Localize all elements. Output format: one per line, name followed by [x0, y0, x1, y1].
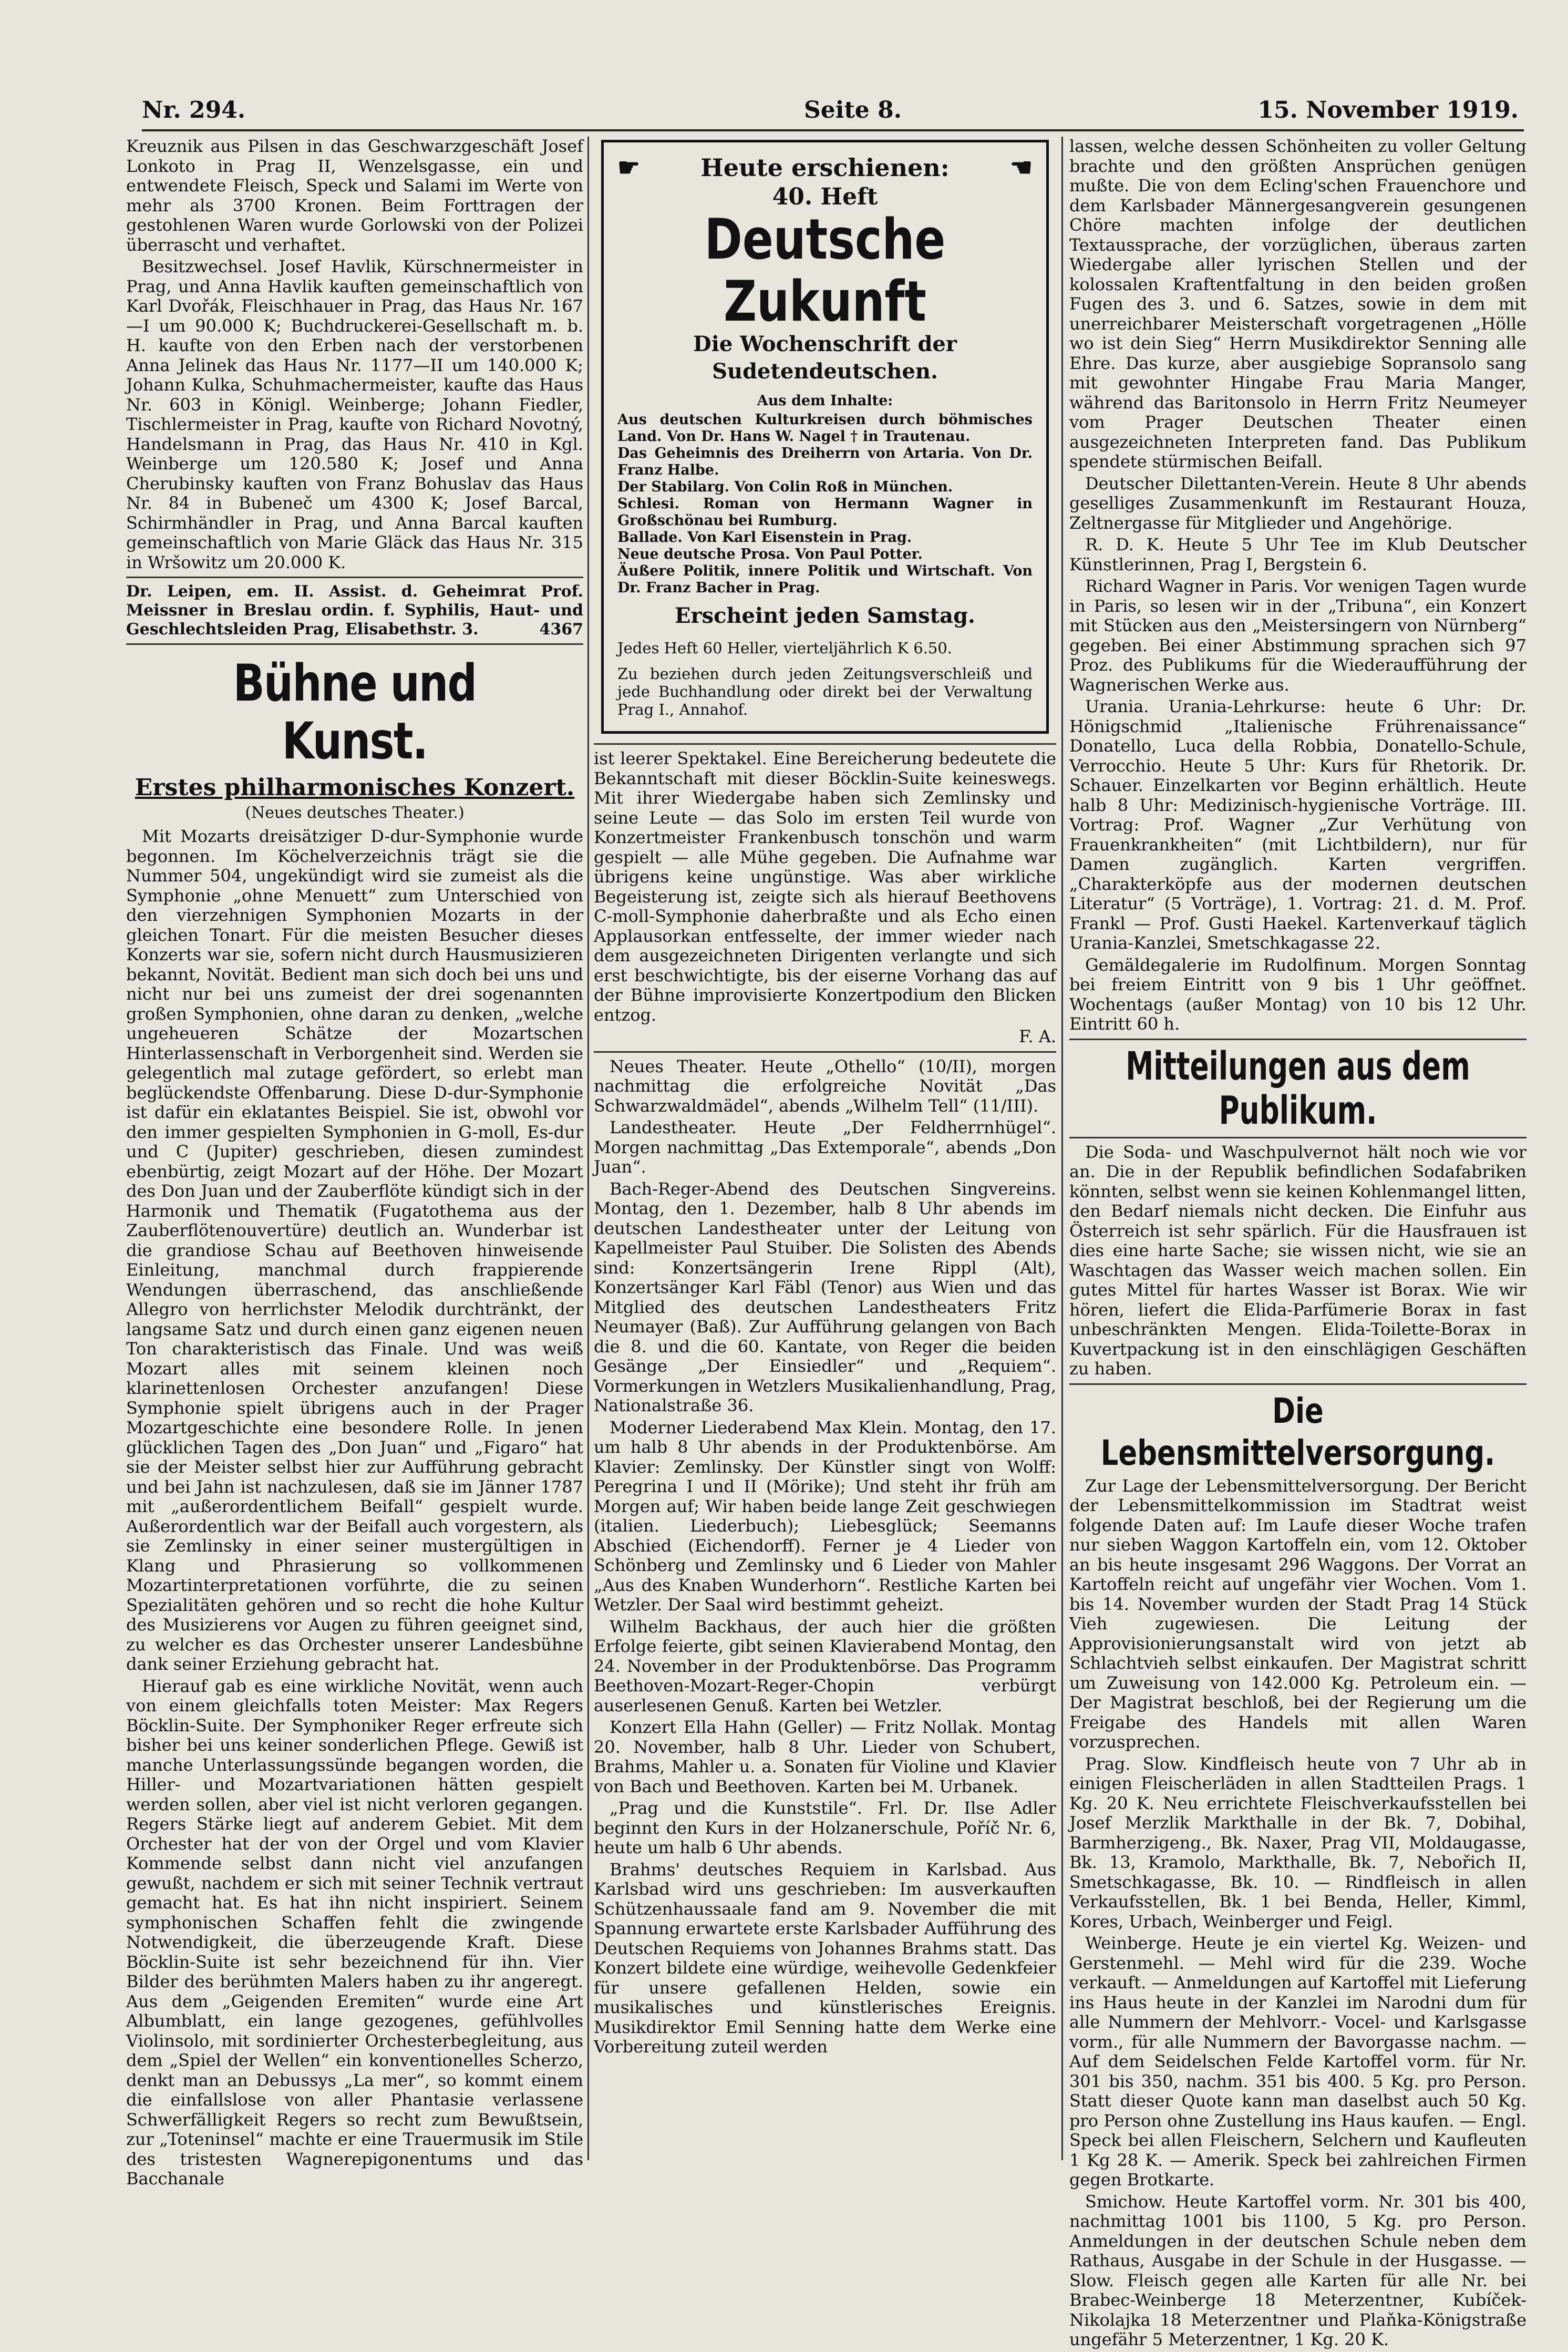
ad-contents-label: Aus dem Inhalte:: [757, 393, 893, 409]
ad-item: Schlesi. Roman von Hermann Wagner in Großschönau bei Rumburg.: [617, 496, 1033, 529]
divider: [594, 743, 1056, 745]
ad-subtitle: Die Wochenschrift der Sudetendeutschen.: [693, 332, 957, 384]
divider: [126, 643, 583, 645]
divider: [1069, 1383, 1526, 1385]
issue-number: Nr. 294.: [142, 97, 246, 124]
column-2: [594, 137, 1056, 2059]
column-divider: [587, 137, 589, 2160]
notice-text: Dr. Leipen, em. II. Assist. d. Geheimrat Prof. Meissner in Breslau ordin. f. Syphilis, Haut- und Geschlechtsleiden Prag, Elisabethstr. 3.: [126, 582, 583, 639]
news-item: Bach-Reger-Abend des Deutschen Singvereins. Montag, den 1. Dezember, halb 8 Uhr abends im deutschen Landestheater unter der Leitung von Kapellmeister Paul Stuiber. Die Solisten des Abends sind: Konzertsängerin Irene Rippl (Alt), Konzertsänger Karl Fäbl (Tenor) aus Wien und das Mitglied des deutschen Landestheaters Fritz Neumayer (Baß). Zur Aufführung gelangen von Bach die 8. und die 60. Kantate, von Reger die beiden Gesänge „Der Einsiedler“ und „Requiem“. Vormerkungen in Wetzlers Musikalienhandlung, Prag, Nationalstraße 36.: [594, 1178, 1056, 1415]
issue-date: 15. November 1919.: [1257, 97, 1519, 124]
news-item: „Prag und die Kunststile“. Frl. Dr. Ilse Adler beginnt den Kurs in der Holzanerschule, Poříč Nr. 6, heute um halb 6 Uhr abends.: [594, 1798, 1056, 1857]
ad-item: Ballade. Von Karl Eisenstein in Prag.: [617, 529, 912, 546]
ad-item: Äußere Politik, innere Politik und Wirtschaft. Von Dr. Franz Bacher in Prag.: [617, 563, 1033, 596]
section-title: Mitteilungen aus dem Publikum.: [1126, 1043, 1470, 1133]
article-paragraph: Zur Lage der Lebensmittelversorgung. Der Bericht der Lebensmittelkommission im Stadtrat weist folgende Daten auf: Im Laufe dieser Woche trafen nur sieben Waggon Kartoffeln ein, vom 12. Oktober an bis heute insgesamt 296 Waggons. Der Vorrat an Kartoffeln reicht auf ungefähr vier Wochen. Vom 1. bis 14. November wurden der Stadt Prag 14 Stück Vieh zugewiesen. Die Leitung der Approvisionierungsanstalt wird von jetzt ab Schlachtvieh selbst einkaufen. Der Magistrat schritt um Zuweisung von 142.000 Kg. Petroleum ein. — Der Magistrat beschloß, bei der Regierung um die Freigabe des Handels mit allen Waren vorzusprechen.: [1069, 1475, 1526, 1752]
article-paragraph: Besitzwechsel. Josef Havlik, Kürschnermeister in Prag, und Anna Havlik kauften gemeinschaftlich von Karl Dvořák, Fleischhauer in Prag, das Haus Nr. 167—I um 90.000 K; Buchdruckerei-Gesellschaft m. b. H. kaufte von den Erben nach der verstorbenen Anna Jelinek das Haus Nr. 1177—II um 140.000 K; Johann Kulka, Schuhmachermeister, kaufte das Haus Nr. 603 in Königl. Weinberge; Johann Fiedler, Tischlermeister in Prag, kaufte von Richard Novotný, Handelsmann in Prag, das Haus Nr. 410 in Kgl. Weinberge um 120.580 K; Josef und Anna Cherubinsky kauften von Franz Bohuslav das Haus Nr. 84 in Bubeneč um 4300 K; Josef Barcal, Schirmhändler in Prag, und Anna Barcal kauften gemeinschaftlich von Marie Gläck das Haus Nr. 315 in Wršowitz um 20.000 K.: [126, 256, 583, 572]
article-subheading: (Neues deutsches Theater.): [245, 804, 465, 822]
running-head: [100, 95, 1519, 126]
pointing-hand-icon: ☚: [1009, 153, 1033, 182]
ad-price: Jedes Heft 60 Heller, vierteljährlich K 6.50.: [617, 639, 953, 657]
article-paragraph: lassen, welche dessen Schönheiten zu voller Geltung brachte und den größten Ansprüchen genügen mußte. Die von dem Ecling'schen Frauenchore und dem Karlsbader Männergesangverein gesungenen Chöre machten infolge der deutlichen Textaussprache, der vorzüglichen, überaus zarten Wiedergabe aller lyrischen Stellen und der kolossalen Kraftentfaltung in den beiden großen Fugen des 3. und 6. Satzes, sowie in dem mit unerreichbarer Meisterschaft vorgetragenen „Hölle wo ist dein Sieg“ Herrn Musikdirektor Senning alle Ehre. Das kurze, aber ausgiebige Sopransolo sang mit gewohnter Hingabe Frau Maria Manger, während das Baritonsolo in Herrn Fritz Neumeyer vom Prager Deutschen Theater einen ausgezeichneten Interpreten fand. Das Publikum spendete stürmischen Beifall.: [1069, 136, 1526, 471]
divider: [1069, 1039, 1526, 1040]
article-paragraph: Kreuznik aus Pilsen in das Geschwarzgeschäft Josef Lonkoto in Prag II, Wenzelsgasse, ein und entwendete Fleisch, Speck und Salami im Werte von mehr als 3700 Kronen. Beim Forttragen der gestohlenen Waren wurde Gorlowski von der Polizei überrascht und verhaftet.: [126, 136, 583, 255]
article-paragraph: Mit Mozarts dreisätziger D-dur-Symphonie wurde begonnen. Im Köchelverzeichnis trägt sie die Nummer 504, ungekündigt wird sie zumeist als die Symphonie „ohne Menuett“ zum Unterschied von den vierzehnigen Symphonien Mozarts in der gleichen Tonart. Für die meisten Besucher dieses Konzerts war sie, sofern nicht durch Hausmusizieren bekannt, Novität. Bedient man sich doch bei uns und nicht nur bei uns zumeist der drei sogenannten großen Symphonien, ohne daran zu denken, „welche ungeheueren Schätze der Mozartschen Hinterlassenschaft in Verborgenheit sind. Werden sie gelegentlich mal zutage gefördert, so erlebt man beglückendste Offenbarung. Diese D-dur-Symphonie ist dafür ein eklatantes Beispiel. Sie ist, obwohl vor den immer gespielten Symphonien in G-moll, Es-dur und C (Jupiter) geschrieben, diesen zumindest ebenbürtig, zeigt Mozart auf der Höhe. Der Mozart des Don Juan und der Zauberflöte kündigt sich in der Harmonik und Thematik (Fugatothema aus der Zauberflötenouvertüre) deutlich an. Wunderbar ist die grandiose Schau auf Beethoven hinweisende Einleitung, manchmal durch frappierende Wendungen überraschend, das anschließende Allegro von herrlichster Melodik durchtränkt, der langsame Satz und durch einen ganz eigenen neuen Ton charakteristisch das Finale. Und was weiß Mozart alles mit seinem kleinen noch klarinettenlosen Orchester anzufangen! Diese Symphonie spielt übrigens auch in der Prager Mozartgeschichte eine besondere Rolle. In jenen glücklichen Tagen des „Don Juan“ und „Figaro“ hat sie der Meister selbst hier zur Aufführung gebracht und bei Jahn ist nachzulesen, daß sie im Jänner 1787 mit „außerordentlichem Beifall“ gespielt wurde. Außerordentlich war der Beifall auch vorgestern, als sie Zemlinsky in einer seiner mustergültigen in Klang und Phrasierung so vollkommenen Mozartinterpretationen vorführte, die zu seinen Spezialitäten gehören und so recht die hohe Kultur des Musizierens vor Augen zu führen geeignet sind, zu welcher es das Orchester unserer Landesbühne dank seiner Erziehung gebracht hat.: [126, 826, 583, 1674]
section-title: Bühne und Kunst.: [233, 654, 477, 771]
article-headline: Erstes philharmonisches Konzert.: [135, 774, 575, 801]
ad-item: Aus deutschen Kulturkreisen durch böhmisches Land. Von Dr. Hans W. Nagel † in Trautenau.: [617, 412, 1033, 445]
ad-title: Deutsche Zukunft: [704, 207, 946, 334]
ad-item: Der Stabilarg. Von Colin Roß in München.: [617, 479, 953, 495]
news-item: Wilhelm Backhaus, der auch hier die größten Erfolge feierte, gibt seinen Klavierabend Montag, den 24. November in der Produktenbörse. Das Programm Beethoven-Mozart-Reger-Chopin verbürgt auserlesenen Genuß. Karten bei Wetzler.: [594, 1616, 1056, 1716]
article-paragraph: ist leerer Spektakel. Eine Bereicherung bedeutete die Bekanntschaft mit dieser Böcklin-Suite keineswegs. Mit ihrer Wiedergabe haben sich Zemlinsky und seine Leute — das Solo im ersten Teil wurde von Konzertmeister Frankenbusch tonschön und warm gespielt — alle Mühe gegeben. Die Aufnahme war übrigens keine ungünstige. Was aber wirkliche Begeisterung ist, zeigte sich als hierauf Beethovens C-moll-Symphonie daherbraßte und als Echo einen Applausorkan entfesselte, der immer wieder nach dem ausgezeichneten Dirigenten verlangte und sich erst beschwichtigte, bis der eiserne Vorhang das auf der Bühne improvisierte Konzertpodium den Blicken entzog.: [594, 748, 1056, 1025]
news-item: Gemäldegalerie im Rudolfinum. Morgen Sonntag bei freiem Eintritt von 9 bis 1 Uhr geöffnet. Wochentags (außer Montag) von 10 bis 12 Uhr. Eintritt 60 h.: [1069, 954, 1526, 1034]
ad-banner-text: Heute erschienen:: [700, 153, 950, 182]
advertisement-box: [601, 140, 1049, 734]
header-rule: [142, 129, 1524, 131]
ad-issue: 40. Heft: [772, 183, 878, 210]
newspaper-page: [100, 84, 1545, 2349]
article-paragraph: Hierauf gab es eine wirkliche Novität, wenn auch von einem gleichfalls toten Meister: Max Regers Böcklin-Suite. Der Symphoniker Reger erfreute sich bisher bei uns keiner sonderlichen Pflege. Gewiß ist manche Unterlassungssünde begangen worden, die Hiller- und Mozartvariationen hätten gespielt werden sollen, aber viel ist nicht verloren gegangen. Regers Stärke liegt auf anderem Gebiet. Mit dem Orchester hat der von der Orgel und vom Klavier Kommende selbst dann nicht viel anzufangen gewußt, nachdem er sich mit seiner Technik vertraut gemacht hat. Es hat ihn nicht inspiriert. Seinem symphonischen Schaffen fehlt die zwingende Notwendigkeit, die überzeugende Kraft. Diese Böcklin-Suite ist sehr bezeichnend für ihn. Vier Bilder des berühmten Malers haben zu ihr angeregt. Aus dem „Geigenden Eremiten“ wurde eine Art Albumblatt, ein lange gezogenes, gefühlvolles Violinsolo, mit sordinierter Orchesterbegleitung, aus dem „Spiel der Wellen“ ein konventionelles Scherzo, denkt man an Debussys „La mer“, so kommt einem die einfallslose von aller Phantasie verlassene Schwerfälligkeit Regers so recht zum Bewußtsein, zur „Toteninsel“ machte er eine Trauermusik im Stile des tristesten Wagnerepigonentums und das Bacchanale: [126, 1676, 583, 2189]
news-item: Moderner Liederabend Max Klein. Montag, den 17. um halb 8 Uhr abends in der Produktenbörse. Am Klavier: Zemlinsky. Der Künstler singt von Wolff: Peregrina I und II (Mörike); Und steht ihr früh am Morgen auf; Wir haben beide lange Zeit geschwiegen (italien. Liederbuch); Liebesglück; Seemanns Abschied (Eichendorff). Ferner je 4 Lieder von Schönberg und Zemlinsky und 6 Lieder von Mahler „Aus des Knaben Wunderhorn“. Restliche Karten bei Wetzler. Der Saal wird bestimmt geheizt.: [594, 1417, 1056, 1615]
divider: [126, 577, 583, 578]
news-item: Brahms' deutsches Requiem in Karlsbad. Aus Karlsbad wird uns geschrieben: Im ausverkauften Schützenhaussaale fand am 9. November die mit Spannung erwartete erste Karlsbader Aufführung des Deutschen Requiems von Johannes Brahms statt. Das Konzert bildete eine würdige, weihevolle Gedenkfeier für unsere gefallenen Helden, sowie ein musikalisches und künstlerisches Ereignis. Musikdirektor Emil Senning hatte dem Werke eine Vorbereitung zuteil werden: [594, 1859, 1056, 2057]
news-item: Urania. Urania-Lehrkurse: heute 6 Uhr: Dr. Hönigschmid „Italienische Frührenaissance“ Donatello, Luca della Robbia, Donatello-Schule, Verrocchio. Heute 5 Uhr: Kurs für Rhetorik. Dr. Schauer. Einzelkarten vor Beginn erhältlich. Heute halb 8 Uhr: Medizinisch-hygienische Vorträge. III. Vortrag: Prof. Wagner „Zur Verhütung von Frauenkrankheiten“ (mit Lichtbildern), nur für Damen zugänglich. Karten vergriffen. „Charakterköpfe aus der modernen deutschen Literatur“ (5 Vorträge), 1. Vortrag: 21. d. M. Prof. Frankl — Prof. Gusti Haekel. Kartenverkauf täglich Urania-Kanzlei, Smetschkagasse 22.: [1069, 696, 1526, 953]
news-item: Deutscher Dilettanten-Verein. Heute 8 Uhr abends geselliges Zusammenkunft im Restaurant Houza, Zeltnergasse für Mitglieder und Angehörige.: [1069, 473, 1526, 533]
page-number: Seite 8.: [804, 97, 902, 124]
divider: [1069, 1137, 1526, 1138]
ad-item: Das Geheimnis des Dreiherrn von Artaria. Von Dr. Franz Halbe.: [617, 445, 1033, 478]
article-paragraph: Weinberge. Heute je ein viertel Kg. Weizen- und Gerstenmehl. — Mehl wird für die 239. Woche verkauft. — Anmeldungen auf Kartoffel mit Lieferung ins Haus heute in der Kanzlei im Narodni dum für alle Nummern der Mehlvorr.- Vocel- und Karlsgasse vorm., für alle Nummern der Bavorgasse nachm. — Auf dem Seidelschen Felde Kartoffel vorm. für Nr. 301 bis 350, nachm. 351 bis 400. 5 Kg. pro Person. Statt dieser Quote kann man daselbst auch 50 Kg. pro Person ohne Zustellung ins Haus kaufen. — Engl. Speck bei allen Fleischern, Selchern und Kaufleuten 1 Kg 28 K. — Amerik. Speck bei zahlreichen Firmen gegen Brotkarte.: [1069, 1933, 1526, 2190]
ad-item: Neue deutsche Prosa. Von Paul Potter.: [617, 546, 923, 562]
pointing-hand-icon: ☛: [617, 153, 641, 182]
article-paragraph: Smichow. Heute Kartoffel vorm. Nr. 301 bis 400, nachmittag 1001 bis 1100, 5 Kg. pro Person. Anmeldungen in der deutschen Schule neben dem Rathaus, Ausgabe in der Schule in der Husgasse. — Slow. Fleisch gegen alle Karten für alle Nr. bei Brabec-Weinberge 18 Meterzentner, Kubíček-Nikolajka 18 Meterzentner und Plaňka-Königstraße ungefähr 5 Meterzentner, 1 Kg. 20 K.: [1069, 2191, 1526, 2349]
column-3: [1069, 137, 1526, 2352]
news-item: Richard Wagner in Paris. Vor wenigen Tagen wurde in Paris, so lesen wir in der „Tribuna“, ein Konzert mit Stücken aus den „Meistersingern von Nürnberg“ gegeben. Bei einer Abstimmung sprachen sich 97 Proz. des Publikums für die Wiederaufführung der Wagnerischen Werke aus.: [1069, 576, 1526, 695]
news-item: Neues Theater. Heute „Othello“ (10/II), morgen nachmittag die erfolgreiche Novität „Das Schwarzwaldmädel“, abends „Wilhelm Tell“ (11/III).: [594, 1056, 1056, 1116]
column-divider: [1061, 137, 1063, 2160]
notice-code: 4367: [539, 620, 583, 639]
news-item: R. D. K. Heute 5 Uhr Tee im Klub Deutscher Künstlerinnen, Prag I, Bergstein 6.: [1069, 535, 1526, 574]
section-title: Die Lebensmittelversorgung.: [1100, 1390, 1495, 1473]
ad-frequency: Erscheint jeden Samstag.: [675, 603, 975, 628]
divider: [594, 1051, 1056, 1053]
ad-banner: [617, 152, 1033, 183]
article-paragraph: Prag. Slow. Kindfleisch heute von 7 Uhr ab in einigen Fleischerläden in allen Stadtteilen Prags. 1 Kg. 20 K. Neu errichtete Fleischverkaufsstellen bei Josef Merzlik Markthalle in der Bk. 7, Dobihal, Barmherzigeng., Bk. Naxer, Prag VII, Moldaugasse, Bk. 13, Kramolo, Markthalle, Bk. 7, Nebořich II, Smetschkagasse, Bk. 10. — Rindfleisch in allen Verkaufsstellen, Bk. 1 bei Benda, Heller, Kimml, Kores, Urbach, Weinberger und Feigl.: [1069, 1753, 1526, 1932]
news-item: Konzert Ella Hahn (Geller) — Fritz Nollak. Montag 20. November, halb 8 Uhr. Lieder von Schubert, Brahms, Mahler u. a. Sonaten für Violine und Klavier von Bach und Beethoven. Karten bei M. Urbanek.: [594, 1717, 1056, 1796]
author-signature: F. A.: [1019, 1026, 1056, 1046]
classified-notice: [126, 582, 583, 639]
column-1: [126, 137, 583, 2191]
news-item: Landestheater. Heute „Der Feldherrnhügel“. Morgen nachmittag „Das Extemporale“, abends „Don Juan“.: [594, 1117, 1056, 1177]
article-paragraph: Die Soda- und Waschpulvernot hält noch wie vor an. Die in der Republik befindlichen Sodafabriken könnten, selbst wenn sie keinen Kohlenmangel litten, den Bedarf niemals nicht decken. Die Einfuhr aus Österreich ist sehr spärlich. Für die Hausfrauen ist dies eine harte Sache; sie wissen nicht, wie sie an Waschtagen das Wasser weich machen sollen. Ein gutes Mittel für hartes Wasser ist Borax. Wie wir hören, liefert die Elida-Parfümerie Borax in fast unbeschränkten Mengen. Elida-Toilette-Borax in Kuvertpackung ist in den einschlägigen Geschäften zu haben.: [1069, 1142, 1526, 1379]
ad-order-info: Zu beziehen durch jeden Zeitungsverschleiß und jede Buchhandlung oder direkt bei der Verwaltung Prag I., Annahof.: [617, 665, 1033, 718]
